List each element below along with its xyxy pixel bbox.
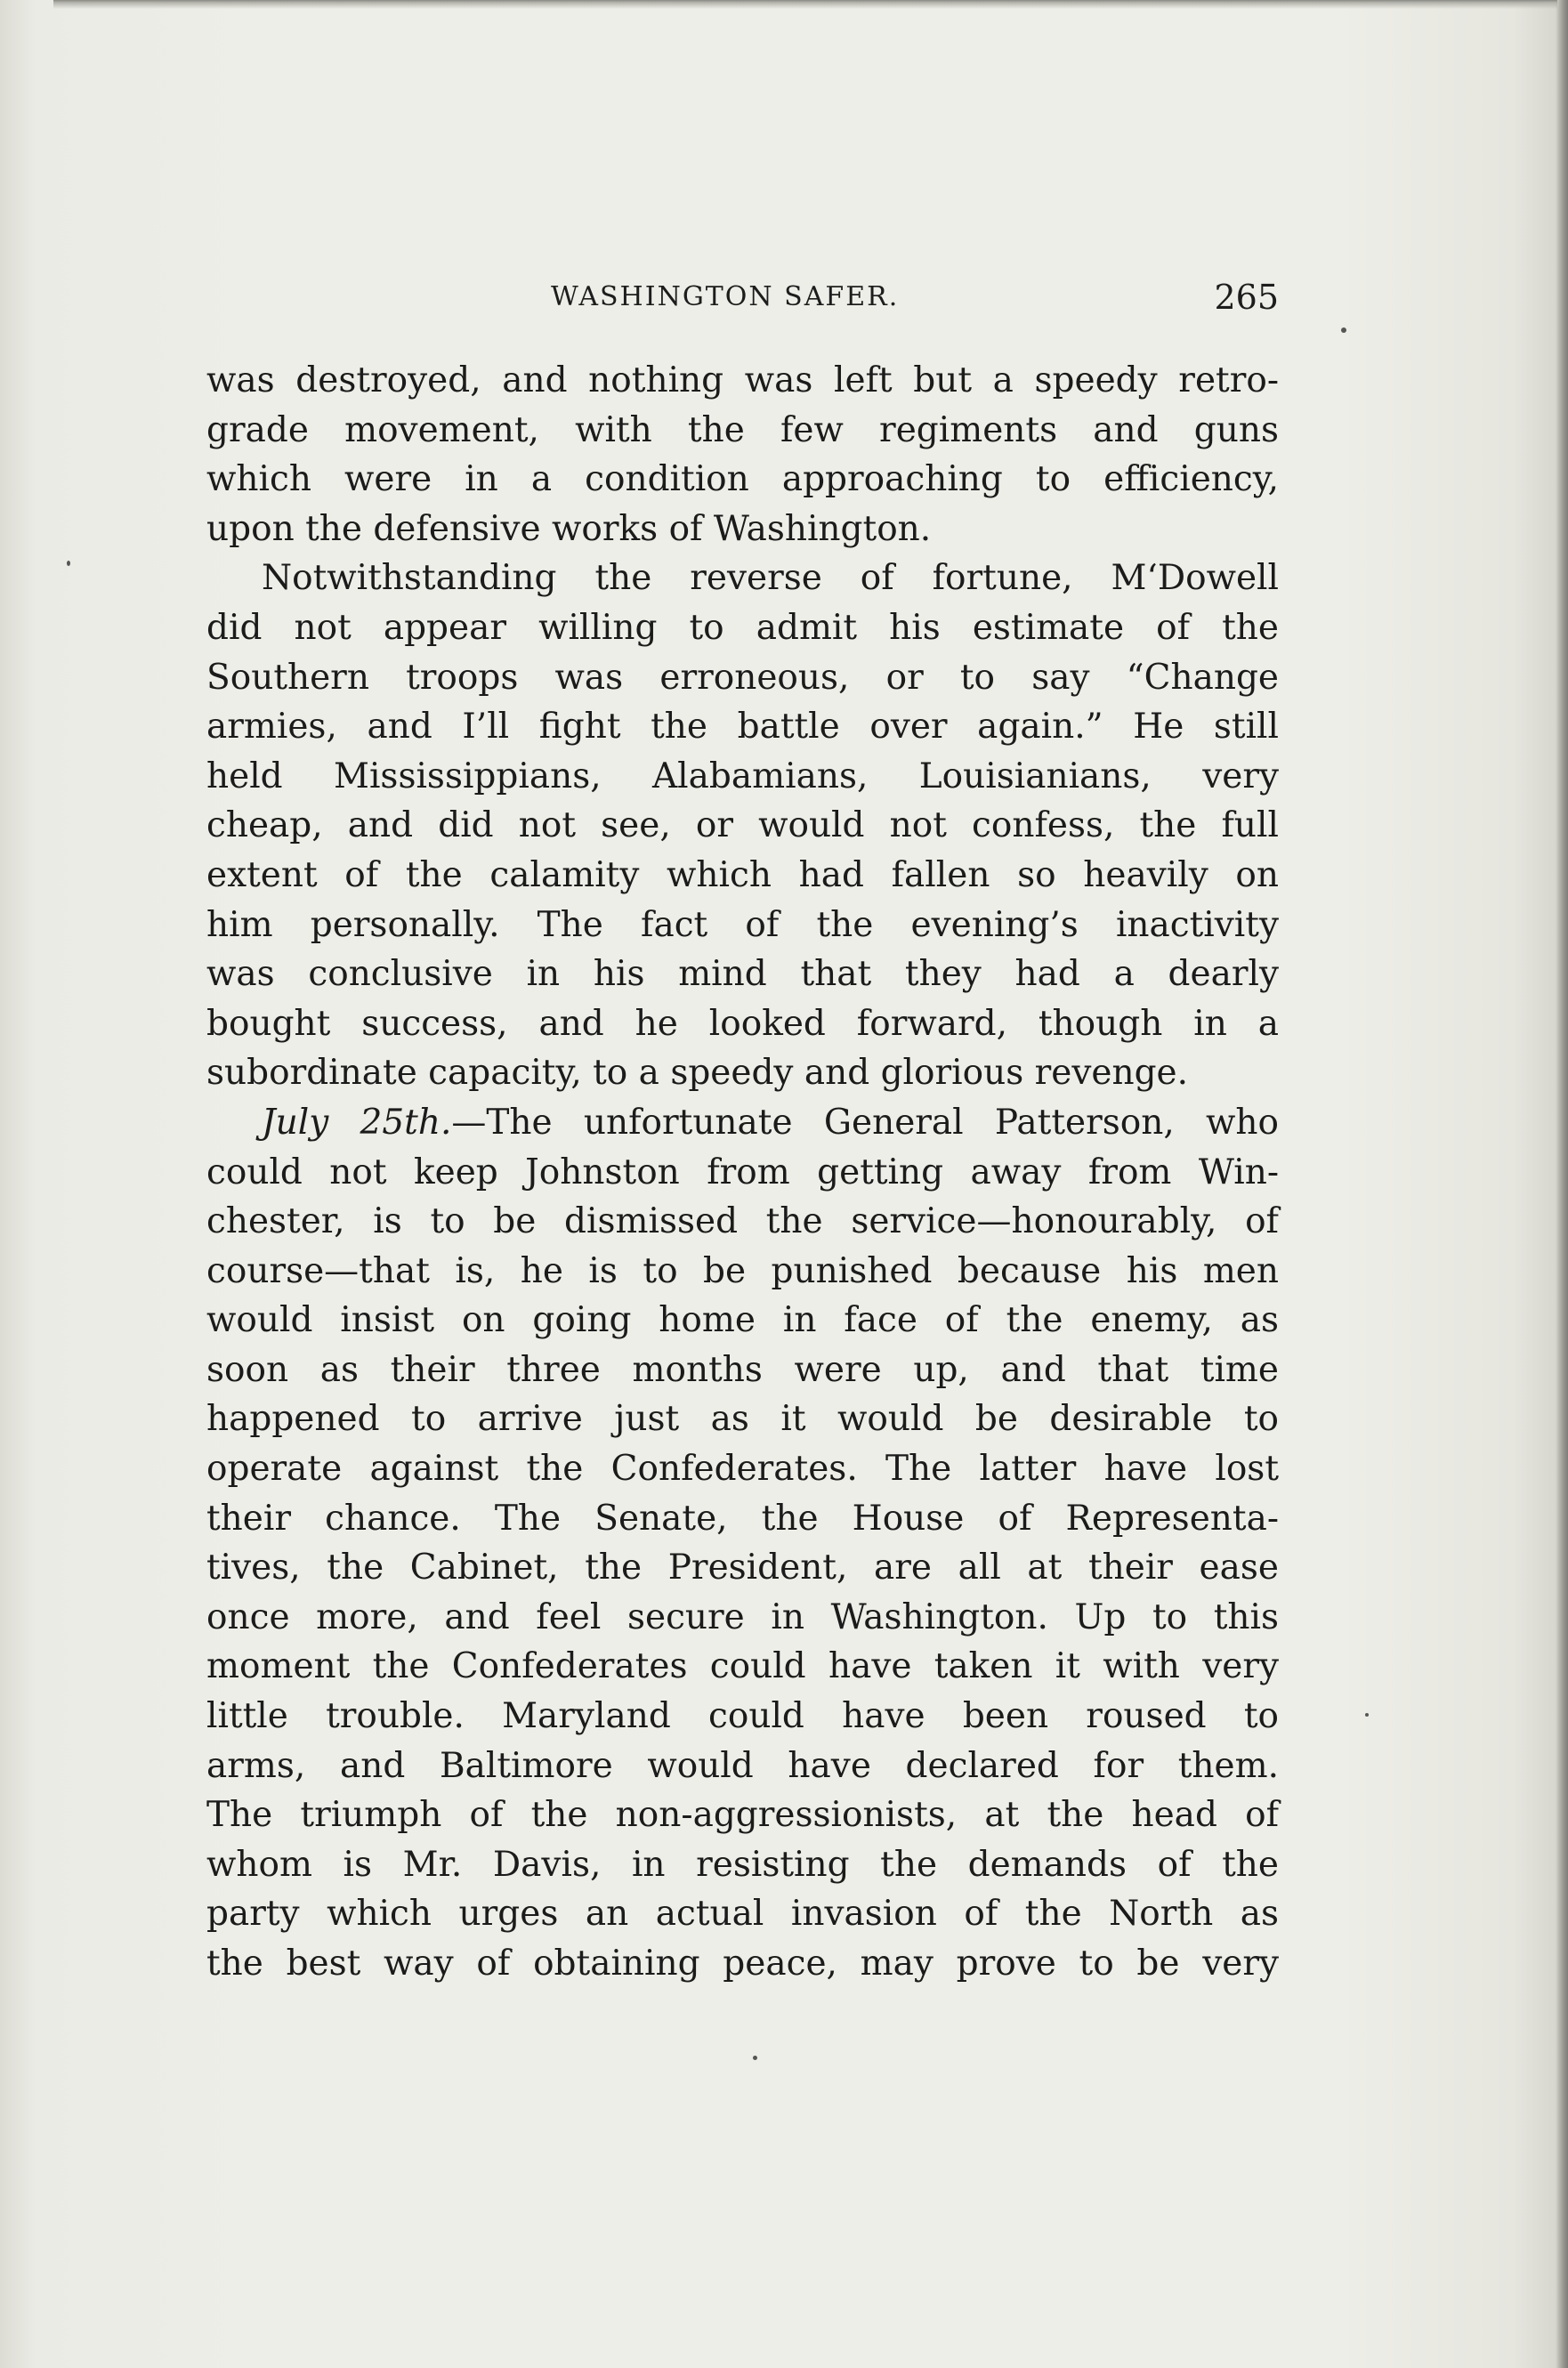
text-line: happened to arrive just as it would be desirable to <box>206 1399 1279 1440</box>
text-line: bought success, and he looked forward, though in a <box>206 1003 1279 1044</box>
page-gutter-shadow <box>1556 0 1568 2368</box>
paragraph-2 <box>206 554 1279 1098</box>
paper-speck <box>1341 327 1346 333</box>
text-line: the best way of obtaining peace, may prove to be very <box>206 1944 1279 1984</box>
paper-speck <box>67 561 70 566</box>
entry-first-line: —The unfortunate General Patterson, who <box>451 1102 1279 1143</box>
text-line <box>206 1098 1279 1148</box>
page-header <box>206 278 1279 317</box>
text-line: The triumph of the non-aggressionists, at the head of <box>206 1795 1279 1836</box>
page-top-edge <box>53 0 1557 9</box>
text-line: once more, and feel secure in Washington. Up to this <box>206 1596 1279 1637</box>
text-line: Southern troops was erroneous, or to say “Change <box>206 657 1279 698</box>
text-line: which were in a condition approaching to efficiency, <box>206 459 1279 500</box>
paper-speck <box>753 2056 757 2060</box>
running-head: WASHINGTON SAFER. <box>551 281 900 312</box>
text-line: upon the defensive works of Washington. <box>206 508 932 549</box>
text-line: him personally. The fact of the evening’s inactivity <box>206 904 1279 945</box>
text-line: grade movement, with the few regiments and guns <box>206 409 1279 450</box>
body-text <box>206 356 1279 1989</box>
text-line: little trouble. Maryland could have been roused to <box>206 1696 1279 1737</box>
paragraph-1 <box>206 356 1279 554</box>
text-line: tives, the Cabinet, the President, are all at their ease <box>206 1548 1279 1588</box>
text-line: their chance. The Senate, the House of Representa- <box>206 1498 1279 1539</box>
text-line: Notwithstanding the reverse of fortune, M‘Dowell <box>262 558 1279 599</box>
text-line: held Mississippians, Alabamians, Louisianians, very <box>206 756 1279 796</box>
text-line: operate against the Confederates. The latter have lost <box>206 1449 1279 1490</box>
text-line: could not keep Johnston from getting away from Win- <box>206 1152 1279 1192</box>
text-line: course—that is, he is to be punished because his men <box>206 1250 1279 1291</box>
text-line: moment the Confederates could have taken it with very <box>206 1646 1279 1687</box>
text-line: arms, and Baltimore would have declared for them. <box>206 1745 1279 1786</box>
text-line: soon as their three months were up, and that time <box>206 1349 1279 1390</box>
paper-speck <box>1365 1713 1369 1717</box>
text-line: whom is Mr. Davis, in resisting the demands of the <box>206 1844 1279 1885</box>
text-line: would insist on going home in face of the enemy, as <box>206 1300 1279 1341</box>
text-line: extent of the calamity which had fallen so heavily on <box>206 854 1279 895</box>
text-line: subordinate capacity, to a speedy and glorious revenge. <box>206 1053 1189 1094</box>
text-line: armies, and I’ll fight the battle over again.” He still <box>206 707 1279 748</box>
text-line: chester, is to be dismissed the service—honourably, of <box>206 1201 1279 1242</box>
text-line: did not appear willing to admit his estimate of the <box>206 607 1279 648</box>
text-line: was destroyed, and nothing was left but a speedy retro- <box>206 360 1279 400</box>
page-number: 265 <box>1214 278 1279 317</box>
text-line: party which urges an actual invasion of the North as <box>206 1894 1279 1935</box>
entry-date: July 25th. <box>262 1102 452 1143</box>
text-line: was conclusive in his mind that they had a dearly <box>206 954 1279 995</box>
paragraph-3 <box>206 1098 1279 1989</box>
text-line: cheap, and did not see, or would not confess, the full <box>206 805 1279 846</box>
